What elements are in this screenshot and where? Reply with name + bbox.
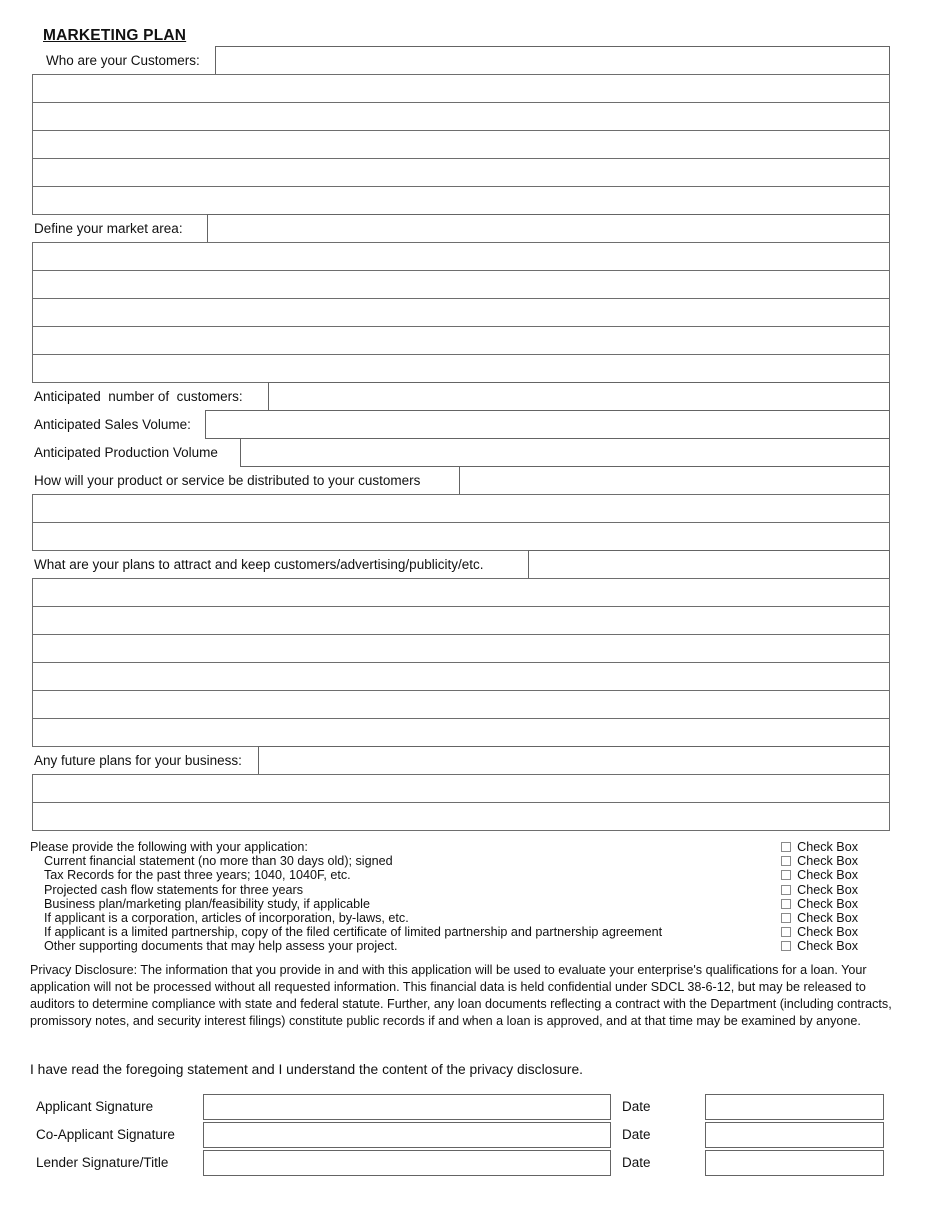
attract-writein-line[interactable]	[32, 718, 890, 747]
applicant-signature-label: Applicant Signature	[36, 1099, 154, 1114]
attract-writein-line[interactable]	[32, 578, 890, 607]
attract-writein-line[interactable]	[32, 606, 890, 635]
checkbox-label: Check Box	[797, 925, 858, 940]
coapplicant-date-input[interactable]	[705, 1122, 884, 1148]
future-plans-writein-line[interactable]	[32, 802, 890, 831]
checkbox-label: Check Box	[797, 882, 858, 897]
customers-writein-line[interactable]	[32, 158, 890, 187]
attract-writein-line[interactable]	[32, 662, 890, 691]
page-title: MARKETING PLAN	[43, 27, 187, 44]
date-label: Date	[622, 1099, 651, 1114]
attract-customers-label: What are your plans to attract and keep customers/advertising/publicity/etc.	[34, 557, 484, 572]
market-area-writein-line[interactable]	[32, 270, 890, 299]
customers-writein-line[interactable]	[32, 102, 890, 131]
future-plans-label: Any future plans for your business:	[34, 753, 242, 768]
applicant-signature-input[interactable]	[203, 1094, 611, 1120]
checklist-row	[30, 868, 858, 882]
future-plans-input[interactable]	[258, 746, 890, 775]
checkbox-label: Check Box	[797, 911, 858, 926]
checklist-item: Business plan/marketing plan/feasibility study, if applicable	[44, 896, 370, 911]
application-checklist	[30, 840, 858, 954]
distribution-writein-line[interactable]	[32, 494, 890, 523]
checkbox-group	[781, 925, 858, 939]
date-label: Date	[622, 1127, 651, 1142]
production-volume-label: Anticipated Production Volume	[34, 445, 218, 460]
checklist-row	[30, 939, 858, 953]
checklist-row	[30, 897, 858, 911]
distribution-writein-line[interactable]	[32, 522, 890, 551]
checkbox[interactable]	[781, 842, 791, 852]
checklist-row	[30, 883, 858, 897]
checklist-row	[30, 840, 858, 854]
market-area-writein-line[interactable]	[32, 298, 890, 327]
customers-input[interactable]	[215, 46, 890, 75]
checklist-item: If applicant is a corporation, articles of incorporation, by-laws, etc.	[44, 911, 409, 926]
future-plans-writein-line[interactable]	[32, 774, 890, 803]
distribution-input[interactable]	[459, 466, 890, 495]
market-area-writein-line[interactable]	[32, 354, 890, 383]
checkbox[interactable]	[781, 913, 791, 923]
checkbox[interactable]	[781, 885, 791, 895]
checkbox-label: Check Box	[797, 840, 858, 855]
checklist-item: Tax Records for the past three years; 1040, 1040F, etc.	[44, 868, 351, 883]
checklist-row	[30, 925, 858, 939]
checkbox[interactable]	[781, 899, 791, 909]
production-volume-input[interactable]	[240, 438, 890, 467]
anticipated-customers-label: Anticipated number of customers:	[34, 389, 243, 404]
checkbox-label: Check Box	[797, 896, 858, 911]
customers-label: Who are your Customers:	[46, 53, 200, 68]
checklist-row	[30, 854, 858, 868]
checkbox-group	[781, 911, 858, 925]
market-area-label: Define your market area:	[34, 221, 183, 236]
market-area-writein-line[interactable]	[32, 242, 890, 271]
customers-writein-line[interactable]	[32, 130, 890, 159]
checkbox-group	[781, 840, 858, 854]
sales-volume-label: Anticipated Sales Volume:	[34, 417, 191, 432]
checkbox-label: Check Box	[797, 939, 858, 954]
checklist-header: Please provide the following with your application:	[30, 840, 308, 855]
attract-customers-input[interactable]	[528, 550, 890, 579]
privacy-disclosure-text: Privacy Disclosure: The information that you provide in and with this application will be used to evaluate your enterprise's qualifications for a loan. Your application will not be processed without all requested information. This financial data is held confidential under SDCL 38-6-12, but may be released to auditors to determine compliance with state and federal statute. Further, any loan documents reflecting a contract with the Department (including contracts, promissory notes, and security interest filings) constitute public records if and when a loan is approved, and at that time may be examined by anyone.	[30, 963, 892, 1028]
checkbox[interactable]	[781, 927, 791, 937]
date-label: Date	[622, 1155, 651, 1170]
distribution-label: How will your product or service be distributed to your customers	[34, 473, 421, 488]
attract-writein-line[interactable]	[32, 690, 890, 719]
acknowledgement-text: I have read the foregoing statement and I understand the content of the privacy disclosure.	[30, 1062, 583, 1077]
checkbox-label: Check Box	[797, 854, 858, 869]
checkbox-label: Check Box	[797, 868, 858, 883]
lender-date-input[interactable]	[705, 1150, 884, 1176]
checkbox-group	[781, 883, 858, 897]
checklist-item: Projected cash flow statements for three years	[44, 882, 303, 897]
checklist-row	[30, 911, 858, 925]
checkbox-group	[781, 868, 858, 882]
checklist-item: If applicant is a limited partnership, copy of the filed certificate of limited partnership and partnership agreement	[44, 925, 663, 940]
applicant-date-input[interactable]	[705, 1094, 884, 1120]
customers-writein-line[interactable]	[32, 74, 890, 103]
coapplicant-signature-input[interactable]	[203, 1122, 611, 1148]
checkbox-group	[781, 897, 858, 911]
coapplicant-signature-label: Co-Applicant Signature	[36, 1127, 175, 1142]
anticipated-customers-input[interactable]	[268, 382, 890, 411]
checklist-item: Current financial statement (no more than 30 days old); signed	[44, 854, 393, 869]
market-area-input[interactable]	[207, 214, 890, 243]
attract-writein-line[interactable]	[32, 634, 890, 663]
checkbox[interactable]	[781, 856, 791, 866]
market-area-writein-line[interactable]	[32, 326, 890, 355]
checkbox-group	[781, 939, 858, 953]
checkbox[interactable]	[781, 870, 791, 880]
checkbox[interactable]	[781, 941, 791, 951]
checklist-item: Other supporting documents that may help assess your project.	[44, 939, 398, 954]
customers-writein-line[interactable]	[32, 186, 890, 215]
lender-signature-input[interactable]	[203, 1150, 611, 1176]
sales-volume-input[interactable]	[205, 410, 890, 439]
lender-signature-label: Lender Signature/Title	[36, 1155, 169, 1170]
checkbox-group	[781, 854, 858, 868]
